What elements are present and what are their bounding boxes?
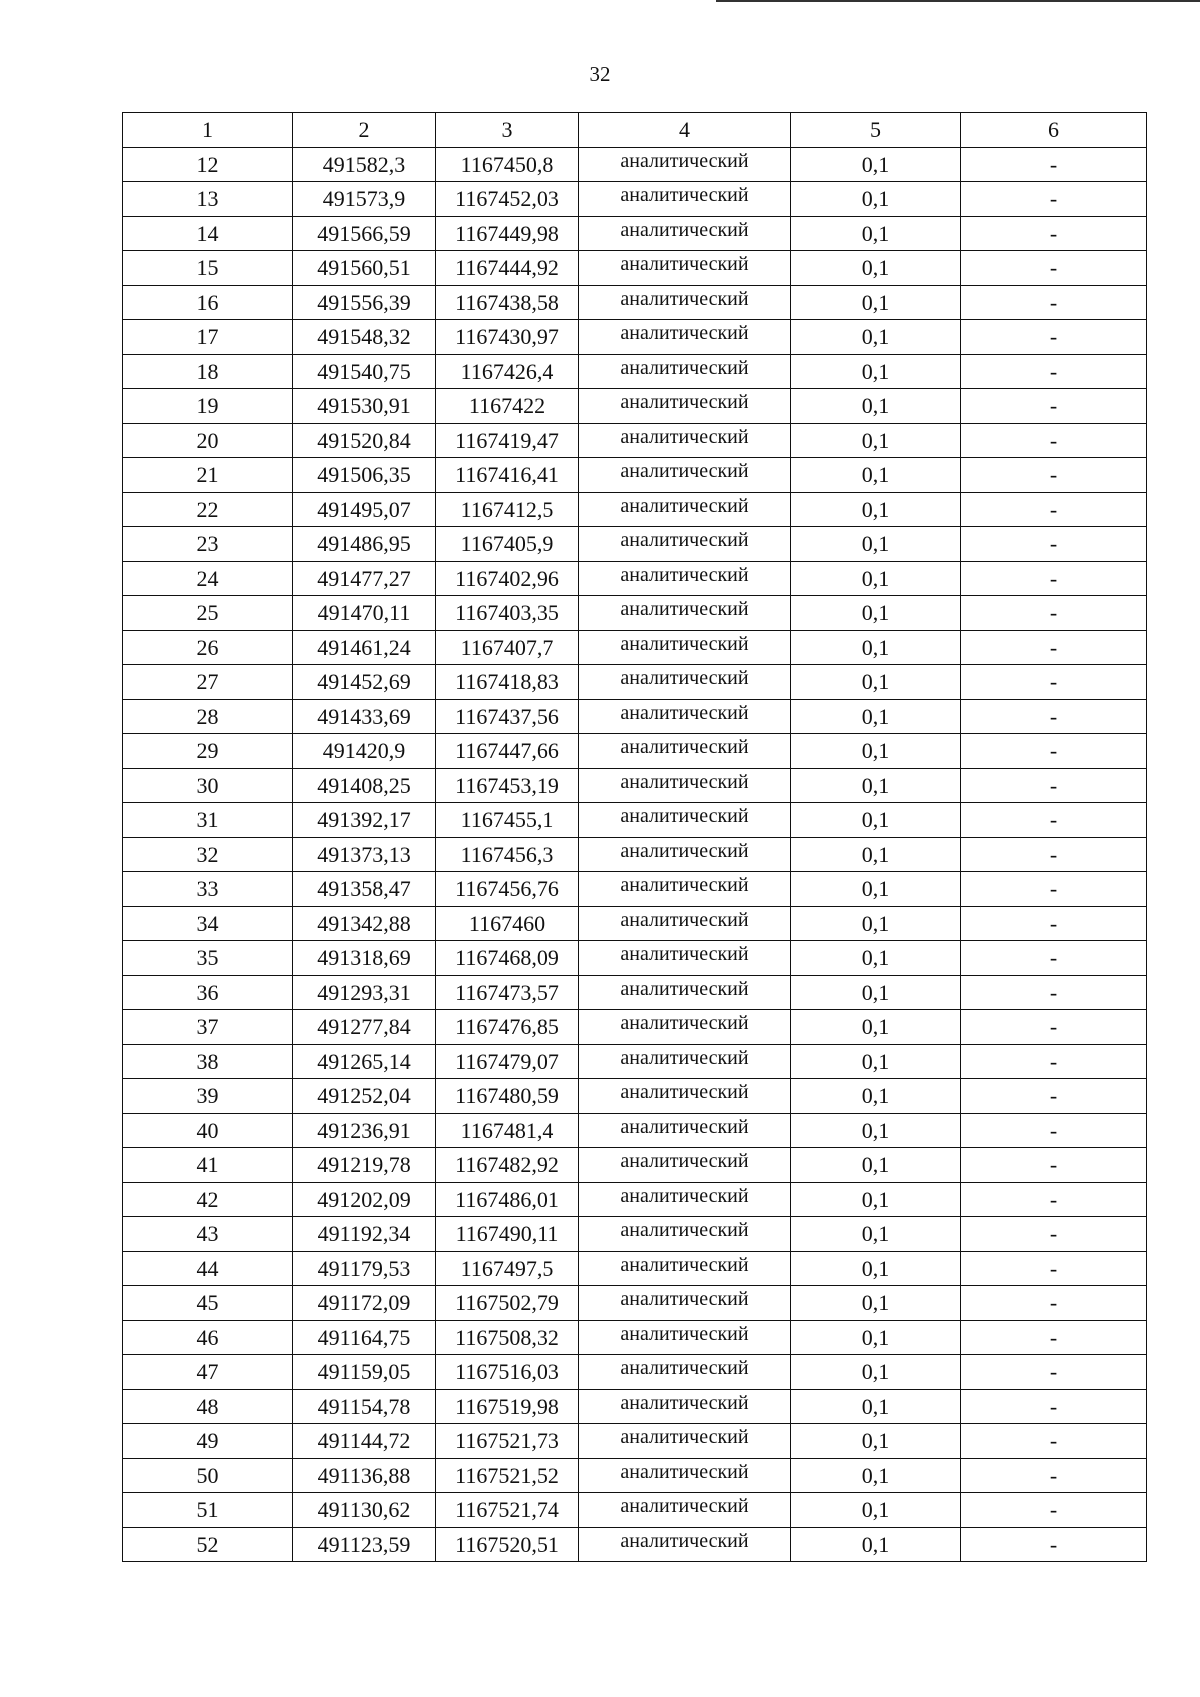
table-row [123, 389, 1147, 424]
y-coordinate-cell: 1167521,74 [436, 1493, 579, 1528]
point-number-cell: 48 [123, 1389, 293, 1424]
accuracy-cell: 0,1 [791, 216, 961, 251]
point-number-cell: 50 [123, 1458, 293, 1493]
column-header-2: 2 [293, 113, 436, 148]
point-number-cell: 46 [123, 1320, 293, 1355]
x-coordinate-cell: 491277,84 [293, 1010, 436, 1045]
accuracy-cell: 0,1 [791, 1010, 961, 1045]
x-coordinate-cell: 491573,9 [293, 182, 436, 217]
description-cell: - [961, 906, 1147, 941]
method-cell: аналитический [579, 1044, 791, 1079]
x-coordinate-cell: 491219,78 [293, 1148, 436, 1183]
accuracy-cell: 0,1 [791, 699, 961, 734]
description-cell: - [961, 699, 1147, 734]
table-row [123, 492, 1147, 527]
table-row [123, 1148, 1147, 1183]
point-number-cell: 52 [123, 1527, 293, 1562]
column-header-3: 3 [436, 113, 579, 148]
table-row [123, 527, 1147, 562]
method-cell: аналитический [579, 1079, 791, 1114]
y-coordinate-cell: 1167453,19 [436, 768, 579, 803]
x-coordinate-cell: 491154,78 [293, 1389, 436, 1424]
method-cell: аналитический [579, 768, 791, 803]
table-row [123, 458, 1147, 493]
method-cell: аналитический [579, 803, 791, 838]
x-coordinate-cell: 491477,27 [293, 561, 436, 596]
y-coordinate-cell: 1167430,97 [436, 320, 579, 355]
y-coordinate-cell: 1167452,03 [436, 182, 579, 217]
accuracy-cell: 0,1 [791, 1389, 961, 1424]
method-cell: аналитический [579, 285, 791, 320]
point-number-cell: 29 [123, 734, 293, 769]
table-row [123, 1182, 1147, 1217]
y-coordinate-cell: 1167412,5 [436, 492, 579, 527]
x-coordinate-cell: 491164,75 [293, 1320, 436, 1355]
description-cell: - [961, 837, 1147, 872]
y-coordinate-cell: 1167481,4 [436, 1113, 579, 1148]
description-cell: - [961, 1458, 1147, 1493]
x-coordinate-cell: 491433,69 [293, 699, 436, 734]
accuracy-cell: 0,1 [791, 1424, 961, 1459]
accuracy-cell: 0,1 [791, 1493, 961, 1528]
table-row [123, 906, 1147, 941]
description-cell: - [961, 216, 1147, 251]
table-row [123, 1010, 1147, 1045]
column-header-4: 4 [579, 113, 791, 148]
y-coordinate-cell: 1167502,79 [436, 1286, 579, 1321]
description-cell: - [961, 803, 1147, 838]
method-cell: аналитический [579, 458, 791, 493]
table-row [123, 734, 1147, 769]
point-number-cell: 22 [123, 492, 293, 527]
y-coordinate-cell: 1167482,92 [436, 1148, 579, 1183]
y-coordinate-cell: 1167407,7 [436, 630, 579, 665]
method-cell: аналитический [579, 1286, 791, 1321]
x-coordinate-cell: 491548,32 [293, 320, 436, 355]
x-coordinate-cell: 491420,9 [293, 734, 436, 769]
y-coordinate-cell: 1167416,41 [436, 458, 579, 493]
method-cell: аналитический [579, 1355, 791, 1390]
method-cell: аналитический [579, 251, 791, 286]
x-coordinate-cell: 491144,72 [293, 1424, 436, 1459]
point-number-cell: 40 [123, 1113, 293, 1148]
point-number-cell: 43 [123, 1217, 293, 1252]
description-cell: - [961, 561, 1147, 596]
description-cell: - [961, 251, 1147, 286]
table-row [123, 1320, 1147, 1355]
point-number-cell: 12 [123, 147, 293, 182]
table-row [123, 1458, 1147, 1493]
table-row [123, 1286, 1147, 1321]
method-cell: аналитический [579, 1527, 791, 1562]
point-number-cell: 24 [123, 561, 293, 596]
y-coordinate-cell: 1167402,96 [436, 561, 579, 596]
accuracy-cell: 0,1 [791, 1320, 961, 1355]
y-coordinate-cell: 1167476,85 [436, 1010, 579, 1045]
accuracy-cell: 0,1 [791, 630, 961, 665]
method-cell: аналитический [579, 1458, 791, 1493]
accuracy-cell: 0,1 [791, 527, 961, 562]
y-coordinate-cell: 1167460 [436, 906, 579, 941]
y-coordinate-cell: 1167521,52 [436, 1458, 579, 1493]
table-row [123, 837, 1147, 872]
method-cell: аналитический [579, 1251, 791, 1286]
description-cell: - [961, 734, 1147, 769]
table-row [123, 147, 1147, 182]
method-cell: аналитический [579, 527, 791, 562]
point-number-cell: 30 [123, 768, 293, 803]
point-number-cell: 31 [123, 803, 293, 838]
accuracy-cell: 0,1 [791, 1458, 961, 1493]
table-row [123, 320, 1147, 355]
x-coordinate-cell: 491582,3 [293, 147, 436, 182]
accuracy-cell: 0,1 [791, 251, 961, 286]
point-number-cell: 47 [123, 1355, 293, 1390]
method-cell: аналитический [579, 216, 791, 251]
accuracy-cell: 0,1 [791, 1044, 961, 1079]
point-number-cell: 38 [123, 1044, 293, 1079]
x-coordinate-cell: 491373,13 [293, 837, 436, 872]
x-coordinate-cell: 491236,91 [293, 1113, 436, 1148]
y-coordinate-cell: 1167479,07 [436, 1044, 579, 1079]
point-number-cell: 20 [123, 423, 293, 458]
table-row [123, 1113, 1147, 1148]
description-cell: - [961, 1389, 1147, 1424]
table-row [123, 665, 1147, 700]
y-coordinate-cell: 1167405,9 [436, 527, 579, 562]
x-coordinate-cell: 491470,11 [293, 596, 436, 631]
y-coordinate-cell: 1167456,76 [436, 872, 579, 907]
table-row [123, 1079, 1147, 1114]
method-cell: аналитический [579, 354, 791, 389]
accuracy-cell: 0,1 [791, 596, 961, 631]
description-cell: - [961, 1182, 1147, 1217]
method-cell: аналитический [579, 320, 791, 355]
table-row [123, 941, 1147, 976]
method-cell: аналитический [579, 1148, 791, 1183]
description-cell: - [961, 1044, 1147, 1079]
method-cell: аналитический [579, 941, 791, 976]
point-number-cell: 39 [123, 1079, 293, 1114]
y-coordinate-cell: 1167508,32 [436, 1320, 579, 1355]
table-row [123, 630, 1147, 665]
table-row [123, 975, 1147, 1010]
description-cell: - [961, 1320, 1147, 1355]
x-coordinate-cell: 491452,69 [293, 665, 436, 700]
accuracy-cell: 0,1 [791, 1148, 961, 1183]
method-cell: аналитический [579, 492, 791, 527]
description-cell: - [961, 423, 1147, 458]
point-number-cell: 26 [123, 630, 293, 665]
method-cell: аналитический [579, 1389, 791, 1424]
accuracy-cell: 0,1 [791, 1182, 961, 1217]
accuracy-cell: 0,1 [791, 1355, 961, 1390]
description-cell: - [961, 665, 1147, 700]
description-cell: - [961, 1010, 1147, 1045]
x-coordinate-cell: 491136,88 [293, 1458, 436, 1493]
y-coordinate-cell: 1167473,57 [436, 975, 579, 1010]
column-header-5: 5 [791, 113, 961, 148]
x-coordinate-cell: 491202,09 [293, 1182, 436, 1217]
point-number-cell: 15 [123, 251, 293, 286]
method-cell: аналитический [579, 1424, 791, 1459]
accuracy-cell: 0,1 [791, 389, 961, 424]
description-cell: - [961, 1424, 1147, 1459]
table-row [123, 561, 1147, 596]
description-cell: - [961, 1217, 1147, 1252]
description-cell: - [961, 147, 1147, 182]
y-coordinate-cell: 1167497,5 [436, 1251, 579, 1286]
accuracy-cell: 0,1 [791, 1217, 961, 1252]
x-coordinate-cell: 491486,95 [293, 527, 436, 562]
accuracy-cell: 0,1 [791, 1527, 961, 1562]
point-number-cell: 35 [123, 941, 293, 976]
column-header-1: 1 [123, 113, 293, 148]
x-coordinate-cell: 491172,09 [293, 1286, 436, 1321]
point-number-cell: 42 [123, 1182, 293, 1217]
accuracy-cell: 0,1 [791, 182, 961, 217]
x-coordinate-cell: 491520,84 [293, 423, 436, 458]
method-cell: аналитический [579, 147, 791, 182]
table-row [123, 596, 1147, 631]
description-cell: - [961, 285, 1147, 320]
point-number-cell: 41 [123, 1148, 293, 1183]
table-row [123, 423, 1147, 458]
method-cell: аналитический [579, 630, 791, 665]
description-cell: - [961, 596, 1147, 631]
y-coordinate-cell: 1167519,98 [436, 1389, 579, 1424]
table-header-row [123, 113, 1147, 148]
x-coordinate-cell: 491342,88 [293, 906, 436, 941]
point-number-cell: 45 [123, 1286, 293, 1321]
accuracy-cell: 0,1 [791, 768, 961, 803]
table-row [123, 1424, 1147, 1459]
y-coordinate-cell: 1167486,01 [436, 1182, 579, 1217]
table-row [123, 354, 1147, 389]
coordinates-table [122, 112, 1147, 1562]
x-coordinate-cell: 491556,39 [293, 285, 436, 320]
method-cell: аналитический [579, 975, 791, 1010]
y-coordinate-cell: 1167468,09 [436, 941, 579, 976]
accuracy-cell: 0,1 [791, 734, 961, 769]
method-cell: аналитический [579, 423, 791, 458]
method-cell: аналитический [579, 596, 791, 631]
point-number-cell: 28 [123, 699, 293, 734]
table-row [123, 699, 1147, 734]
point-number-cell: 13 [123, 182, 293, 217]
y-coordinate-cell: 1167426,4 [436, 354, 579, 389]
description-cell: - [961, 1148, 1147, 1183]
point-number-cell: 27 [123, 665, 293, 700]
accuracy-cell: 0,1 [791, 872, 961, 907]
accuracy-cell: 0,1 [791, 941, 961, 976]
table-row [123, 1527, 1147, 1562]
method-cell: аналитический [579, 837, 791, 872]
description-cell: - [961, 182, 1147, 217]
description-cell: - [961, 1286, 1147, 1321]
y-coordinate-cell: 1167490,11 [436, 1217, 579, 1252]
accuracy-cell: 0,1 [791, 1251, 961, 1286]
x-coordinate-cell: 491252,04 [293, 1079, 436, 1114]
method-cell: аналитический [579, 1010, 791, 1045]
x-coordinate-cell: 491318,69 [293, 941, 436, 976]
y-coordinate-cell: 1167516,03 [436, 1355, 579, 1390]
point-number-cell: 23 [123, 527, 293, 562]
description-cell: - [961, 1493, 1147, 1528]
x-coordinate-cell: 491461,24 [293, 630, 436, 665]
description-cell: - [961, 975, 1147, 1010]
point-number-cell: 51 [123, 1493, 293, 1528]
x-coordinate-cell: 491159,05 [293, 1355, 436, 1390]
x-coordinate-cell: 491566,59 [293, 216, 436, 251]
x-coordinate-cell: 491530,91 [293, 389, 436, 424]
description-cell: - [961, 1355, 1147, 1390]
table-row [123, 251, 1147, 286]
y-coordinate-cell: 1167455,1 [436, 803, 579, 838]
accuracy-cell: 0,1 [791, 837, 961, 872]
table-row [123, 1044, 1147, 1079]
point-number-cell: 14 [123, 216, 293, 251]
method-cell: аналитический [579, 872, 791, 907]
description-cell: - [961, 320, 1147, 355]
y-coordinate-cell: 1167480,59 [436, 1079, 579, 1114]
point-number-cell: 33 [123, 872, 293, 907]
description-cell: - [961, 1113, 1147, 1148]
y-coordinate-cell: 1167437,56 [436, 699, 579, 734]
method-cell: аналитический [579, 734, 791, 769]
table-row [123, 872, 1147, 907]
table-body [123, 147, 1147, 1562]
description-cell: - [961, 941, 1147, 976]
point-number-cell: 34 [123, 906, 293, 941]
accuracy-cell: 0,1 [791, 665, 961, 700]
y-coordinate-cell: 1167520,51 [436, 1527, 579, 1562]
method-cell: аналитический [579, 665, 791, 700]
x-coordinate-cell: 491130,62 [293, 1493, 436, 1528]
accuracy-cell: 0,1 [791, 906, 961, 941]
page-number: 32 [589, 62, 611, 86]
method-cell: аналитический [579, 182, 791, 217]
table-row [123, 1355, 1147, 1390]
description-cell: - [961, 527, 1147, 562]
method-cell: аналитический [579, 906, 791, 941]
method-cell: аналитический [579, 1182, 791, 1217]
table-row [123, 803, 1147, 838]
accuracy-cell: 0,1 [791, 1113, 961, 1148]
x-coordinate-cell: 491408,25 [293, 768, 436, 803]
y-coordinate-cell: 1167422 [436, 389, 579, 424]
method-cell: аналитический [579, 1113, 791, 1148]
point-number-cell: 25 [123, 596, 293, 631]
y-coordinate-cell: 1167418,83 [436, 665, 579, 700]
accuracy-cell: 0,1 [791, 285, 961, 320]
method-cell: аналитический [579, 389, 791, 424]
point-number-cell: 16 [123, 285, 293, 320]
description-cell: - [961, 492, 1147, 527]
table-row [123, 1251, 1147, 1286]
accuracy-cell: 0,1 [791, 1079, 961, 1114]
point-number-cell: 19 [123, 389, 293, 424]
x-coordinate-cell: 491506,35 [293, 458, 436, 493]
point-number-cell: 17 [123, 320, 293, 355]
method-cell: аналитический [579, 561, 791, 596]
x-coordinate-cell: 491192,34 [293, 1217, 436, 1252]
y-coordinate-cell: 1167444,92 [436, 251, 579, 286]
accuracy-cell: 0,1 [791, 458, 961, 493]
table-row [123, 285, 1147, 320]
table-row [123, 1493, 1147, 1528]
x-coordinate-cell: 491495,07 [293, 492, 436, 527]
x-coordinate-cell: 491293,31 [293, 975, 436, 1010]
y-coordinate-cell: 1167403,35 [436, 596, 579, 631]
x-coordinate-cell: 491540,75 [293, 354, 436, 389]
description-cell: - [961, 1079, 1147, 1114]
accuracy-cell: 0,1 [791, 561, 961, 596]
y-coordinate-cell: 1167449,98 [436, 216, 579, 251]
table-row [123, 216, 1147, 251]
accuracy-cell: 0,1 [791, 492, 961, 527]
accuracy-cell: 0,1 [791, 803, 961, 838]
method-cell: аналитический [579, 699, 791, 734]
point-number-cell: 32 [123, 837, 293, 872]
y-coordinate-cell: 1167450,8 [436, 147, 579, 182]
y-coordinate-cell: 1167456,3 [436, 837, 579, 872]
accuracy-cell: 0,1 [791, 975, 961, 1010]
y-coordinate-cell: 1167419,47 [436, 423, 579, 458]
x-coordinate-cell: 491265,14 [293, 1044, 436, 1079]
x-coordinate-cell: 491179,53 [293, 1251, 436, 1286]
description-cell: - [961, 458, 1147, 493]
point-number-cell: 44 [123, 1251, 293, 1286]
x-coordinate-cell: 491123,59 [293, 1527, 436, 1562]
description-cell: - [961, 354, 1147, 389]
description-cell: - [961, 1251, 1147, 1286]
point-number-cell: 18 [123, 354, 293, 389]
method-cell: аналитический [579, 1217, 791, 1252]
y-coordinate-cell: 1167521,73 [436, 1424, 579, 1459]
x-coordinate-cell: 491560,51 [293, 251, 436, 286]
point-number-cell: 36 [123, 975, 293, 1010]
x-coordinate-cell: 491358,47 [293, 872, 436, 907]
table-row [123, 1217, 1147, 1252]
description-cell: - [961, 389, 1147, 424]
column-header-6: 6 [961, 113, 1147, 148]
description-cell: - [961, 872, 1147, 907]
point-number-cell: 49 [123, 1424, 293, 1459]
accuracy-cell: 0,1 [791, 423, 961, 458]
table-row [123, 1389, 1147, 1424]
point-number-cell: 21 [123, 458, 293, 493]
description-cell: - [961, 630, 1147, 665]
table-row [123, 768, 1147, 803]
y-coordinate-cell: 1167438,58 [436, 285, 579, 320]
point-number-cell: 37 [123, 1010, 293, 1045]
method-cell: аналитический [579, 1320, 791, 1355]
accuracy-cell: 0,1 [791, 147, 961, 182]
accuracy-cell: 0,1 [791, 354, 961, 389]
accuracy-cell: 0,1 [791, 1286, 961, 1321]
accuracy-cell: 0,1 [791, 320, 961, 355]
description-cell: - [961, 768, 1147, 803]
x-coordinate-cell: 491392,17 [293, 803, 436, 838]
table-row [123, 182, 1147, 217]
description-cell: - [961, 1527, 1147, 1562]
y-coordinate-cell: 1167447,66 [436, 734, 579, 769]
method-cell: аналитический [579, 1493, 791, 1528]
top-rule [716, 0, 1200, 2]
